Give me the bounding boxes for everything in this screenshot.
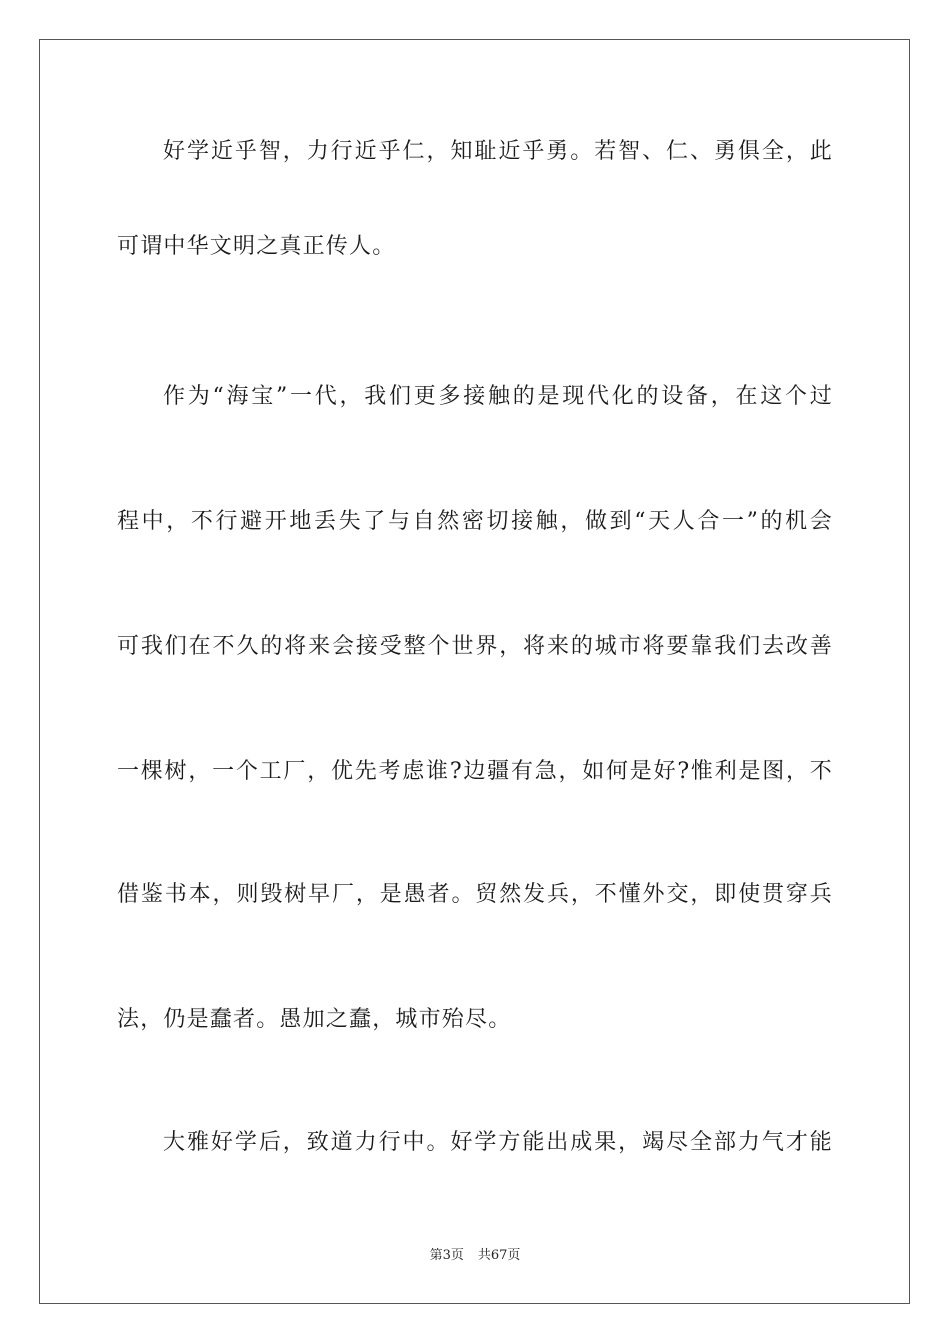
text-line: 好学近乎智，力行近乎仁，知耻近乎勇。若智、仁、勇俱全，此	[163, 139, 833, 164]
text-line: 作为“海宝”一代，我们更多接触的是现代化的设备，在这个过	[163, 384, 833, 409]
page-number: 第3页	[429, 1248, 464, 1263]
text-line: 可我们在不久的将来会接受整个世界，将来的城市将要靠我们去改善	[117, 634, 833, 659]
text-line: 可谓中华文明之真正传人。	[117, 234, 396, 259]
text-line: 法，仍是蠢者。愚加之蠢，城市殆尽。	[117, 1007, 512, 1032]
text-line: 大雅好学后，致道力行中。好学方能出成果，竭尽全部力气才能	[163, 1130, 833, 1155]
text-line: 借鉴书本，则毁树早厂，是愚者。贸然发兵，不懂外交，即使贯穿兵	[117, 882, 833, 907]
text-line: 程中，不行避开地丢失了与自然密切接触，做到“天人合一”的机会	[117, 509, 833, 534]
page-frame	[39, 39, 910, 1304]
text-line: 一棵树，一个工厂，优先考虑谁?边疆有急，如何是好?惟利是图，不	[117, 759, 833, 784]
page-total: 共67页	[477, 1248, 521, 1263]
page-footer	[0, 1247, 950, 1265]
